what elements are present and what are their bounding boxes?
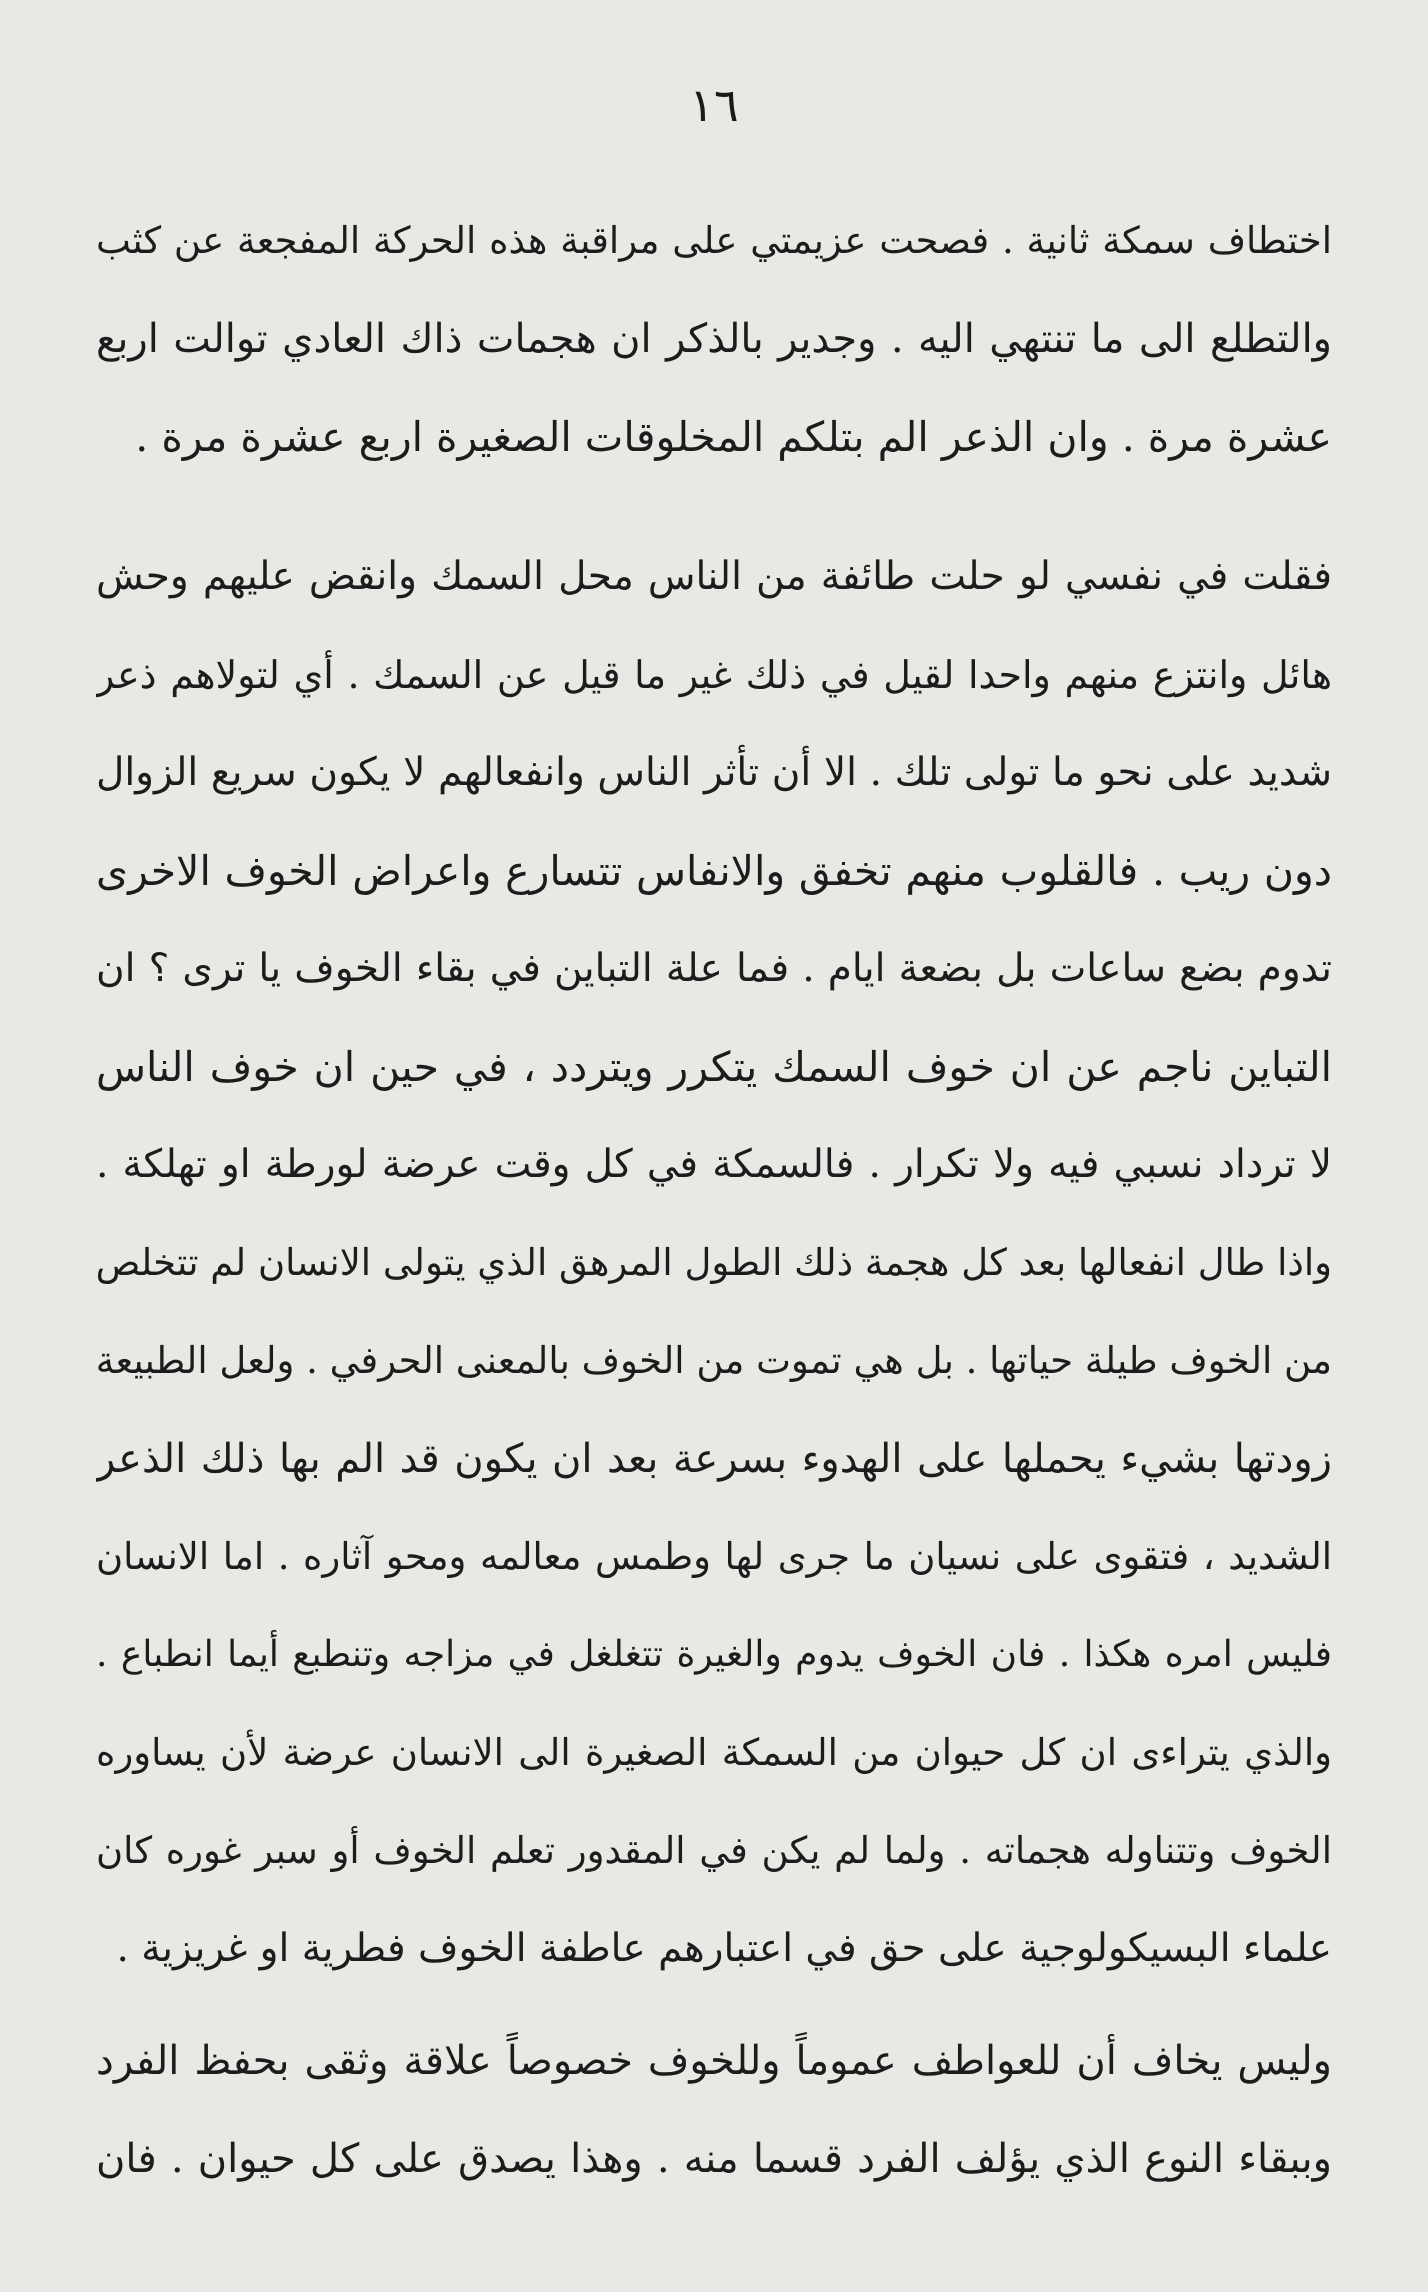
text-line: فقلت في نفسي لو حلت طائفة من الناس محل السمك وانقض عليهم وحش — [96, 554, 1332, 599]
text-line: عشرة مرة . وان الذعر الم بتلكم المخلوقات الصغيرة اربع عشرة مرة . — [135, 413, 1332, 461]
paragraph-3 — [96, 2012, 1332, 2208]
text-line: دون ريب . فالقلوب منهم تخفق والانفاس تتسارع واعراض الخوف الاخرى — [96, 847, 1332, 895]
text-line: زودتها بشيء يحملها على الهدوء بسرعة بعد ان يكون قد الم بها ذلك الذعر — [96, 1436, 1332, 1482]
text-line: التباين ناجم عن ان خوف السمك يتكرر ويتردد ، في حين ان خوف الناس — [96, 1043, 1332, 1091]
text-line: اختطاف سمكة ثانية . فصحت عزيمتي على مراقبة هذه الحركة المفجعة عن كثب — [96, 219, 1332, 262]
text-line: لا ترداد نسبي فيه ولا تكرار . فالسمكة في كل وقت عرضة لورطة او تهلكة . — [96, 1142, 1332, 1187]
paragraph-1 — [96, 192, 1332, 486]
text-line: والتطلع الى ما تنتهي اليه . وجدير بالذكر ان هجمات ذاك العادي توالت اربع — [96, 316, 1332, 362]
text-line: فليس امره هكذا . فان الخوف يدوم والغيرة تتغلغل في مزاجه وتنطبع أيما انطباع . — [96, 1634, 1332, 1675]
text-line: شديد على نحو ما تولى تلك . الا أن تأثر الناس وانفعالهم لا يكون سريع الزوال — [96, 750, 1332, 795]
text-line: الشديد ، فتقوى على نسيان ما جرى لها وطمس معالمه ومحو آثاره . اما الانسان — [96, 1535, 1332, 1578]
text-line: علماء البسيكولوجية على حق في اعتبارهم عاطفة الخوف فطرية او غريزية . — [116, 1926, 1332, 1971]
text-line: واذا طال انفعالها بعد كل هجمة ذلك الطول المرهق الذي يتولى الانسان لم تتخلص — [96, 1241, 1332, 1284]
text-line: تدوم بضع ساعات بل بضعة ايام . فما علة التباين في بقاء الخوف يا ترى ؟ ان — [96, 946, 1332, 991]
page-number: ١٦ — [689, 78, 739, 132]
text-line: من الخوف طيلة حياتها . بل هي تموت من الخوف بالمعنى الحرفي . ولعل الطبيعة — [96, 1339, 1332, 1382]
text-line: الخوف وتتناوله هجماته . ولما لم يكن في المقدور تعلم الخوف أو سبر غوره كان — [96, 1829, 1332, 1872]
text-line: وليس يخاف أن للعواطف عموماً وللخوف خصوصاً علاقة وثقى بحفظ الفرد — [96, 2038, 1332, 2084]
text-line: هائل وانتزع منهم واحدا لقيل في ذلك غير ما قيل عن السمك . أي لتولاهم ذعر — [96, 653, 1332, 697]
paragraph-2 — [96, 528, 1332, 1998]
text-line: وببقاء النوع الذي يؤلف الفرد قسما منه . وهذا يصدق على كل حيوان . فان — [96, 2136, 1332, 2182]
text-line: والذي يتراءى ان كل حيوان من السمكة الصغيرة الى الانسان عرضة لأن يساوره — [96, 1731, 1332, 1774]
